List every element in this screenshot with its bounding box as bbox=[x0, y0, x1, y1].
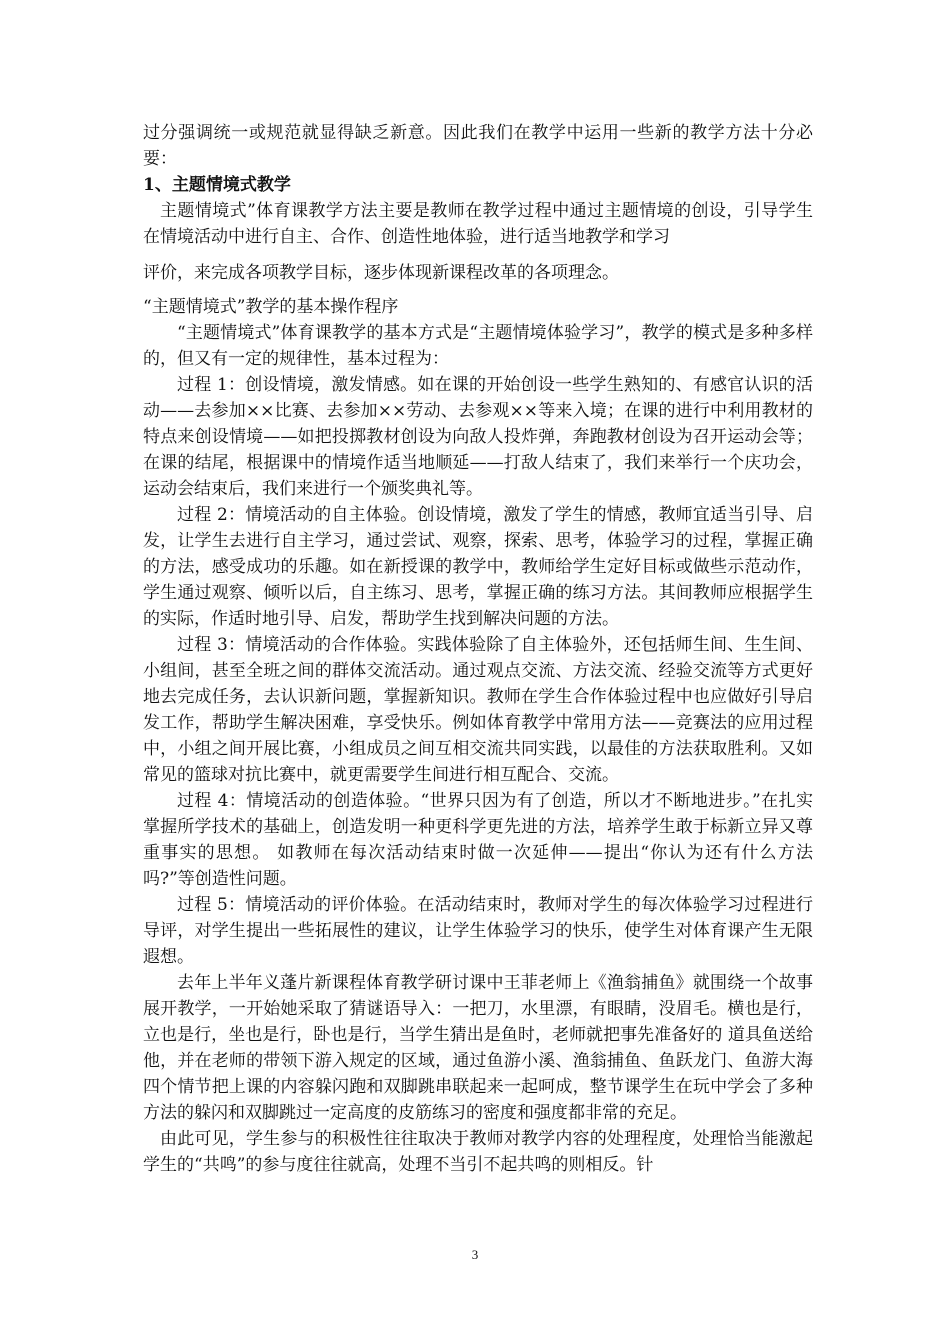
definition-paragraph-continued: 评价，来完成各项教学目标，逐步体现新课程改革的各项理念。 bbox=[143, 263, 619, 283]
process-1-paragraph: 过程 1：创设情境，激发情感。如在课的开始创设一些学生熟知的、有感官认识的活动——去参加××比赛、去参加××劳动、去参观××等来入境；在课的进行中利用教材的特点来创设情境——如把投掷教材创设为向敌人投炸弹，奔跑教材创设为召开运动会等；在课的结尾，根据课中的情境作适当地顺延——打敌人结束了，我们来举行一个庆功会，运动会结束后，我们来进行一个颁奖典礼等。 bbox=[143, 375, 813, 499]
process-2-paragraph: 过程 2：情境活动的自主体验。创设情境，激发了学生的情感，教师宜适当引导、启发，让学生去进行自主学习，通过尝试、观察，探索、思考，体验学习的过程，掌握正确的方法，感受成功的乐趣。如在新授课的教学中，教师给学生定好目标或做些示范动作，学生通过观察、倾听以后，自主练习、思考，掌握正确的练习方法。其间教师应根据学生的实际，作适时地引导、启发，帮助学生找到解决问题的方法。 bbox=[143, 505, 813, 629]
subtitle: “主题情境式”教学的基本操作程序 bbox=[143, 297, 399, 317]
process-3-paragraph: 过程 3：情境活动的合作体验。实践体验除了自主体验外，还包括师生间、生生间、小组间，甚至全班之间的群体交流活动。通过观点交流、方法交流、经验交流等方式更好地去完成任务，去认识新问题，掌握新知识。教师在学生合作体验过程中也应做好引导启发工作，帮助学生解决困难，享受快乐。例如体育教学中常用方法——竞赛法的应用过程中，小组之间开展比赛，小组成员之间互相交流共同实践，以最佳的方法获取胜利。又如常见的篮球对抗比赛中，就更需要学生间进行相互配合、交流。 bbox=[143, 635, 813, 785]
intro-paragraph: 过分强调统一或规范就显得缺乏新意。因此我们在教学中运用一些新的教学方法十分必要： bbox=[143, 123, 813, 169]
basic-paragraph: “主题情境式”体育课教学的基本方式是“主题情境体验学习”，教学的模式是多种多样的，但又有一定的规律性，基本过程为： bbox=[143, 323, 813, 369]
definition-paragraph: 主题情境式”体育课教学方法主要是教师在教学过程中通过主题情境的创设，引导学生在情境活动中进行自主、合作、创造性地体验，进行适当地教学和学习 bbox=[143, 201, 813, 247]
conclusion-paragraph: 由此可见，学生参与的积极性往往取决于教师对教学内容的处理程度，处理恰当能激起学生的“共鸣”的参与度往往就高，处理不当引不起共鸣的则相反。针 bbox=[143, 1129, 813, 1175]
process-4-paragraph: 过程 4：情境活动的创造体验。“世界只因为有了创造，所以才不断地进步。”在扎实掌握所学技术的基础上，创造发明一种更科学更先进的方法，培养学生敢于标新立异又尊重事实的思想。 如教师在每次活动结束时做一次延伸——提出“你认为还有什么方法吗?”等创造性问题。 bbox=[143, 791, 813, 889]
example-paragraph: 去年上半年义蓬片新课程体育教学研讨课中王菲老师上《渔翁捕鱼》就围绕一个故事展开教学，一开始她采取了猜谜语导入：一把刀，水里漂，有眼睛，没眉毛。横也是行，立也是行，坐也是行，卧也是行，当学生猜出是鱼时，老师就把事先准备好的 道具鱼送给他，并在老师的带领下游入规定的区域，通过鱼游小溪、渔翁捕鱼、鱼跃龙门、鱼游大海四个情节把上课的内容躲闪跑和双脚跳串联起来一起呵成，整节课学生在玩中学会了多种方法的躲闪和双脚跳过一定高度的皮筋练习的密度和强度都非常的充足。 bbox=[143, 973, 813, 1123]
process-5-paragraph: 过程 5：情境活动的评价体验。在活动结束时，教师对学生的每次体验学习过程进行导评，对学生提出一些拓展性的建议，让学生体验学习的快乐，使学生对体育课产生无限遐想。 bbox=[143, 895, 813, 967]
document-page bbox=[143, 120, 813, 1178]
section-heading: 1、主题情境式教学 bbox=[143, 175, 291, 195]
page-number: 3 bbox=[471, 1247, 479, 1262]
